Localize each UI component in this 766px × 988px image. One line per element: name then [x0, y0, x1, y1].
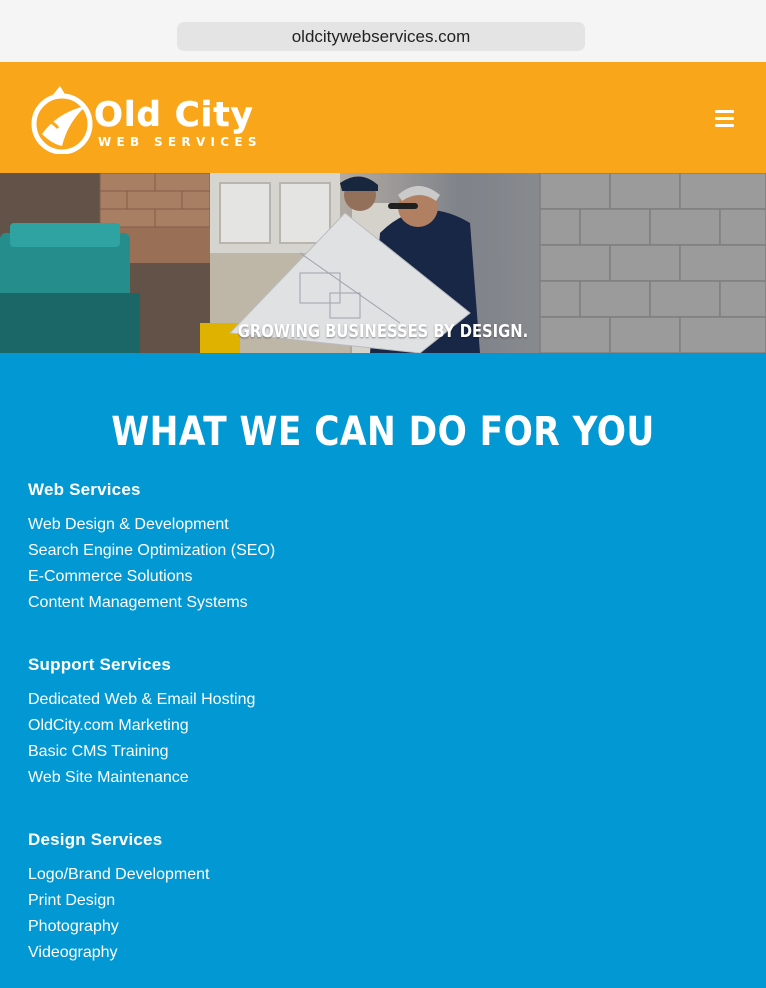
address-bar[interactable]: oldcitywebservices.com — [177, 22, 585, 51]
service-group-heading: Web Services — [28, 480, 141, 499]
logo-wordmark: Old City — [94, 95, 254, 135]
list-item[interactable] — [28, 940, 209, 966]
service-link[interactable]: OldCity.com Marketing — [28, 717, 189, 734]
list-item[interactable] — [28, 538, 275, 564]
list-item[interactable] — [28, 512, 275, 538]
service-link[interactable]: Dedicated Web & Email Hosting — [28, 691, 256, 708]
service-group-heading: Support Services — [28, 655, 172, 674]
service-link[interactable]: Content Management Systems — [28, 594, 248, 611]
list-item[interactable] — [28, 590, 275, 616]
old-city-logo[interactable] — [28, 82, 268, 154]
list-item[interactable] — [28, 914, 209, 940]
service-link[interactable]: E-Commerce Solutions — [28, 568, 193, 585]
list-item[interactable] — [28, 687, 255, 713]
browser-bar — [0, 0, 766, 62]
list-item[interactable] — [28, 862, 209, 888]
list-item[interactable] — [28, 713, 255, 739]
hero-tagline: GROWING BUSINESSES BY DESIGN. — [237, 321, 529, 342]
service-link[interactable]: Web Design & Development — [28, 516, 229, 533]
service-link[interactable]: Logo/Brand Development — [28, 866, 210, 883]
site-header — [0, 62, 766, 173]
logo-subtitle: WEB SERVICES — [98, 135, 262, 149]
service-link[interactable]: Web Site Maintenance — [28, 769, 189, 786]
service-link[interactable]: Basic CMS Training — [28, 743, 169, 760]
logo-icon — [34, 86, 90, 152]
service-group-heading: Design Services — [28, 830, 163, 849]
list-item[interactable] — [28, 564, 275, 590]
service-group-design — [28, 830, 209, 966]
service-link[interactable]: Search Engine Optimization (SEO) — [28, 542, 276, 559]
services-title: WHAT WE CAN DO FOR YOU — [111, 409, 655, 455]
service-link[interactable]: Videography — [28, 944, 118, 961]
list-item[interactable] — [28, 739, 255, 765]
service-group-support — [28, 655, 255, 791]
services-section — [0, 353, 766, 988]
hamburger-menu-icon[interactable] — [710, 104, 738, 132]
list-item[interactable] — [28, 888, 209, 914]
service-link[interactable]: Print Design — [28, 892, 116, 909]
service-group-web — [28, 480, 275, 616]
service-link[interactable]: Photography — [28, 918, 119, 935]
hero-banner — [0, 173, 766, 353]
list-item[interactable] — [28, 765, 255, 791]
